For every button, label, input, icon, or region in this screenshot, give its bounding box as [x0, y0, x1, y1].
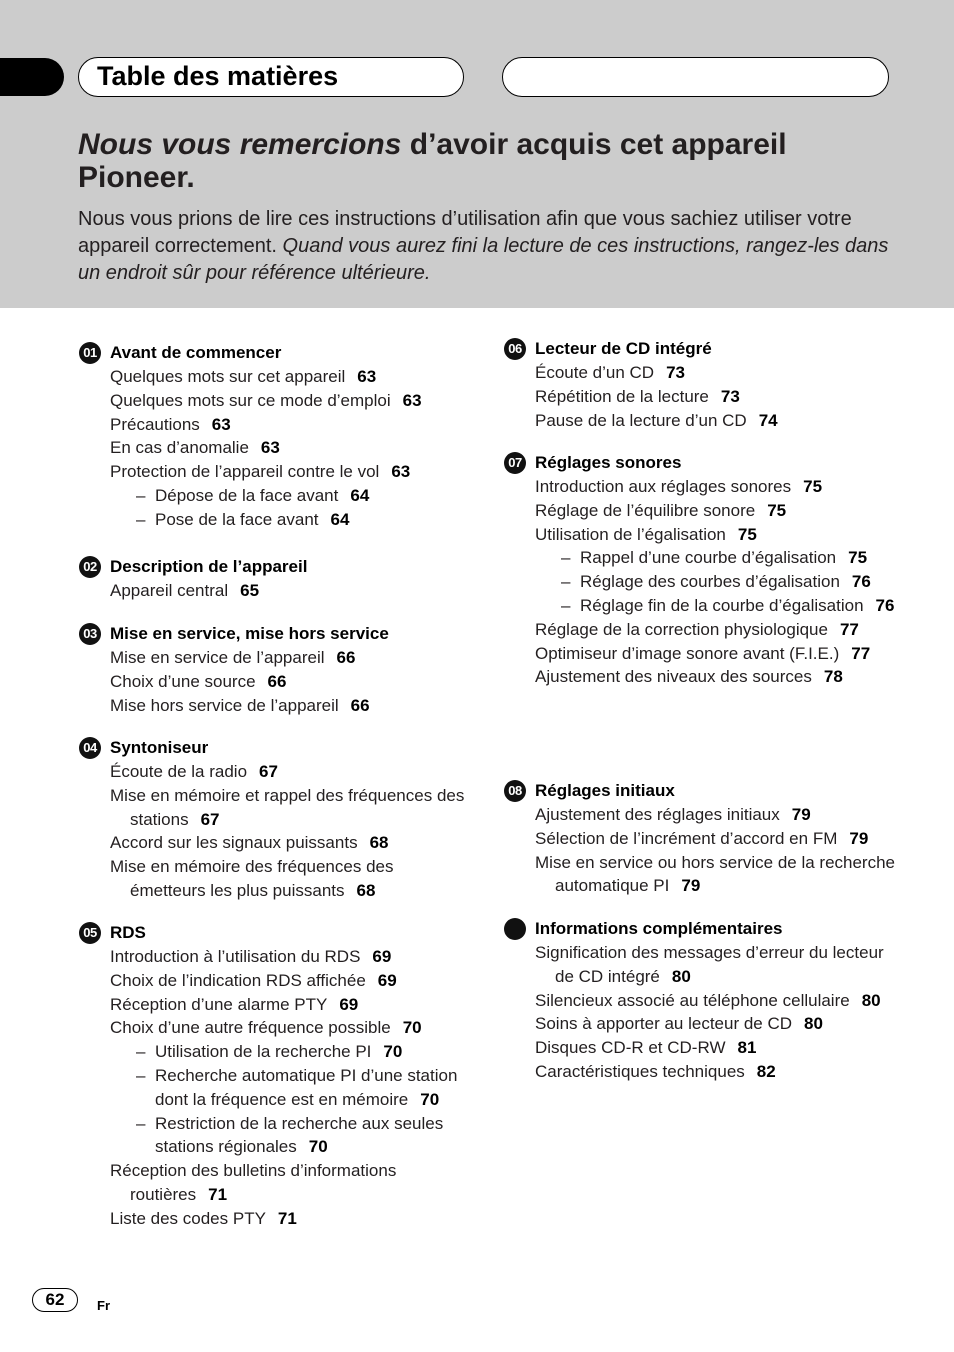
toc-entry-text: Répétition de la lecture	[535, 386, 709, 406]
toc-entry-list	[504, 361, 904, 432]
toc-entry[interactable]	[535, 1036, 904, 1060]
toc-entry-text: Utilisation de la recherche PI	[155, 1042, 372, 1062]
toc-page-number: 74	[758, 410, 778, 430]
toc-section-06	[504, 337, 904, 432]
toc-entry-text: Réglage des courbes d’égalisation	[580, 572, 840, 592]
toc-entry-text: Mise hors service de l’appareil	[110, 695, 339, 715]
toc-entry-text: Choix de l’indication RDS affichée	[110, 970, 366, 990]
section-number-badge: 08	[504, 780, 526, 802]
toc-section-05	[79, 921, 469, 1231]
toc-page-number: 63	[402, 390, 422, 410]
dash-bullet: –	[136, 1042, 146, 1062]
toc-page-number: 79	[681, 876, 701, 896]
toc-entry-text: Signification des messages d’erreur du lecteur de CD intégré	[535, 943, 884, 986]
section-title: Informations complémentaires	[535, 919, 783, 938]
toc-page-number: 70	[402, 1018, 422, 1038]
toc-page-number: 65	[240, 581, 260, 600]
toc-page-number: 70	[383, 1042, 403, 1062]
toc-page-number: 66	[350, 695, 370, 715]
toc-entry[interactable]	[110, 413, 469, 437]
intro-heading	[78, 128, 898, 194]
toc-page-number: 76	[875, 595, 895, 615]
section-title: Syntoniseur	[110, 738, 209, 757]
toc-entry-text: Silencieux associé au téléphone cellulaire	[535, 990, 850, 1010]
toc-page-number: 69	[372, 947, 392, 966]
toc-page-number: 79	[849, 828, 869, 848]
toc-entry[interactable]	[535, 665, 904, 689]
toc-entry-list	[504, 803, 904, 898]
toc-entry-list	[504, 475, 904, 689]
intro-heading-rest: d’avoir acquis cet appareil Pioneer.	[78, 128, 787, 194]
page-number: 62	[32, 1288, 78, 1312]
toc-entry-text: Quelques mots sur cet appareil	[110, 367, 346, 386]
toc-entry-text: Mise en service de l’appareil	[110, 648, 325, 667]
language-label: Fr	[97, 1298, 110, 1313]
toc-entry[interactable]	[535, 1012, 904, 1036]
toc-entry-text: Choix d’une autre fréquence possible	[110, 1018, 391, 1038]
toc-page-number: 70	[420, 1089, 440, 1109]
toc-entry-text: Mise en mémoire et rappel des fréquences des stations	[110, 785, 465, 829]
toc-entry-text: Réception des bulletins d’informations routières	[110, 1161, 397, 1204]
toc-entry-text: Réglage de la correction physiologique	[535, 619, 828, 639]
toc-entry[interactable]	[535, 1060, 904, 1084]
black-tab-decoration	[0, 58, 64, 96]
toc-page-number: 73	[666, 363, 685, 382]
toc-entry-list	[79, 646, 469, 717]
section-number-badge	[504, 918, 526, 940]
toc-page-number: 66	[336, 648, 356, 667]
toc-entry[interactable]	[535, 523, 904, 547]
toc-page-number: 63	[391, 462, 411, 482]
toc-entry[interactable]	[535, 475, 904, 499]
toc-entry-text: Écoute de la radio	[110, 762, 248, 781]
intro-body-normal: Nous vous prions de lire ces instructions d’utilisation afin que vous sachiez utiliser votre appareil correctement.	[78, 208, 852, 257]
toc-entry-text: Réglage de l’équilibre sonore	[535, 500, 756, 520]
toc-subentry[interactable]	[535, 594, 904, 618]
toc-entry[interactable]	[110, 460, 469, 484]
toc-subentry[interactable]	[110, 1064, 469, 1112]
toc-page-number: 75	[848, 548, 868, 568]
toc-page-number: 69	[339, 994, 359, 1014]
toc-entry-text: Choix d’une source	[110, 671, 256, 691]
section-number-badge: 06	[504, 338, 526, 360]
toc-entry-text: Introduction à l’utilisation du RDS	[110, 947, 361, 966]
toc-page-number: 63	[260, 438, 280, 458]
toc-page-number: 68	[356, 880, 376, 900]
toc-page-number: 75	[767, 500, 787, 520]
toc-page-number: 66	[267, 671, 287, 691]
toc-entry[interactable]	[535, 803, 904, 827]
toc-entry-list	[79, 579, 469, 603]
section-title: Mise en service, mise hors service	[110, 624, 389, 643]
toc-page-number: 75	[737, 524, 757, 544]
section-title: RDS	[110, 923, 146, 942]
section-heading	[79, 341, 469, 365]
dash-bullet: –	[136, 485, 146, 505]
section-number-badge: 04	[79, 737, 101, 759]
toc-section-02	[79, 555, 469, 603]
toc-page-number: 80	[671, 966, 691, 986]
toc-entry-text: Ajustement des niveaux des sources	[535, 667, 812, 687]
toc-entry-text: Précautions	[110, 414, 200, 434]
toc-section-04	[79, 736, 469, 903]
toc-page-number: 67	[259, 762, 278, 781]
toc-entry-text: Introduction aux réglages sonores	[535, 477, 792, 496]
section-title: Réglages initiaux	[535, 781, 675, 800]
toc-entry[interactable]	[110, 945, 469, 969]
section-number-badge: 02	[79, 556, 101, 578]
toc-page-number: 64	[350, 485, 370, 505]
dash-bullet: –	[561, 548, 571, 568]
toc-section-07	[504, 451, 904, 689]
page-title: Table des matières	[97, 61, 339, 91]
toc-entry[interactable]	[110, 855, 469, 903]
toc-page-number: 80	[804, 1014, 823, 1034]
toc-entry-text: Quelques mots sur ce mode d’emploi	[110, 390, 391, 410]
section-number-badge: 07	[504, 452, 526, 474]
toc-entry-text: Mise en mémoire des fréquences des émetteurs les plus puissants	[110, 857, 394, 900]
toc-section-08	[504, 779, 904, 898]
toc-entry-text: Restriction de la recherche aux seules stations régionales	[155, 1113, 444, 1157]
toc-entry-text: Disques CD-R et CD-RW	[535, 1038, 726, 1058]
toc-entry[interactable]	[110, 831, 469, 855]
toc-entry-text: Réception d’une alarme PTY	[110, 994, 328, 1014]
section-heading	[504, 917, 904, 941]
toc-entry[interactable]	[110, 670, 469, 694]
toc-page-number: 69	[377, 970, 397, 990]
toc-page-number: 80	[861, 990, 881, 1010]
dash-bullet: –	[561, 572, 571, 592]
section-heading	[79, 555, 469, 579]
toc-entry[interactable]	[110, 436, 469, 460]
toc-page-number: 67	[200, 809, 220, 829]
toc-subentry[interactable]	[535, 546, 904, 570]
toc-page-number: 81	[737, 1038, 757, 1058]
toc-page-number: 63	[357, 367, 377, 386]
toc-entry[interactable]	[535, 851, 904, 899]
toc-section-info	[504, 917, 904, 1084]
toc-entry[interactable]	[110, 694, 469, 718]
toc-page-number: 68	[369, 833, 389, 853]
toc-entry[interactable]	[535, 642, 904, 666]
section-heading	[79, 921, 469, 945]
toc-entry-text: Caractéristiques techniques	[535, 1061, 745, 1081]
toc-entry[interactable]	[535, 827, 904, 851]
toc-page-number: 76	[851, 572, 871, 592]
toc-entry-text: Pose de la face avant	[155, 509, 319, 529]
toc-entry[interactable]	[110, 760, 469, 784]
section-title: Avant de commencer	[110, 343, 282, 362]
toc-entry-text: Recherche automatique PI d’une station dont la fréquence est en mémoire	[155, 1065, 458, 1109]
intro-heading-italic: Nous vous remercions	[78, 128, 402, 161]
toc-page-number: 77	[851, 643, 871, 663]
toc-section-01	[79, 341, 469, 532]
toc-entry-list	[504, 941, 904, 1084]
toc-section-03	[79, 622, 469, 717]
section-number-badge: 01	[79, 342, 101, 364]
toc-entry[interactable]	[535, 499, 904, 523]
toc-subentry[interactable]	[110, 1112, 469, 1160]
section-title: Lecteur de CD intégré	[535, 339, 712, 358]
toc-page-number: 70	[308, 1137, 328, 1157]
toc-entry-text: Utilisation de l’égalisation	[535, 524, 726, 544]
toc-page-number: 75	[803, 477, 823, 496]
toc-subentry[interactable]	[110, 484, 469, 508]
toc-entry-text: Appareil central	[110, 581, 229, 600]
toc-entry-list	[79, 760, 469, 903]
intro-body-italic: Quand vous aurez fini la lecture de ces instructions, rangez-les dans un endroit sûr pour référence ultérieure.	[78, 235, 889, 284]
toc-subentry[interactable]	[535, 570, 904, 594]
toc-entry[interactable]	[110, 365, 469, 389]
toc-entry[interactable]	[535, 361, 904, 385]
toc-entry[interactable]	[535, 409, 904, 433]
toc-page-number: 77	[839, 619, 859, 639]
dash-bullet: –	[136, 1113, 146, 1133]
toc-entry[interactable]	[110, 646, 469, 670]
toc-entry[interactable]	[535, 941, 904, 989]
toc-entry-list	[79, 945, 469, 1231]
toc-page-number: 71	[277, 1208, 297, 1228]
section-title: Description de l’appareil	[110, 557, 308, 576]
toc-page-number: 78	[823, 667, 843, 687]
section-heading	[79, 622, 469, 646]
section-heading	[79, 736, 469, 760]
toc-page-number: 79	[791, 805, 811, 824]
toc-entry-text: Réglage fin de la courbe d’égalisation	[580, 595, 864, 615]
toc-entry[interactable]	[110, 1159, 469, 1207]
toc-entry[interactable]	[535, 618, 904, 642]
toc-entry-text: Optimiseur d’image sonore avant (F.I.E.)	[535, 643, 840, 663]
toc-entry-list	[79, 365, 469, 532]
empty-pill-decoration	[502, 57, 889, 97]
toc-entry-text: Pause de la lecture d’un CD	[535, 410, 747, 430]
section-number-badge: 03	[79, 623, 101, 645]
section-heading	[504, 337, 904, 361]
section-number-badge: 05	[79, 922, 101, 944]
toc-entry-text: Liste des codes PTY	[110, 1208, 266, 1228]
toc-entry-text: Dépose de la face avant	[155, 485, 339, 505]
dash-bullet: –	[136, 509, 146, 529]
toc-entry-text: Sélection de l’incrément d’accord en FM	[535, 828, 838, 848]
section-heading	[504, 779, 904, 803]
toc-page-number: 64	[330, 509, 350, 529]
toc-page-number: 82	[756, 1061, 776, 1081]
section-title: Réglages sonores	[535, 453, 682, 472]
toc-entry[interactable]	[110, 1016, 469, 1040]
toc-entry-text: Protection de l’appareil contre le vol	[110, 462, 380, 482]
toc-entry-text: Soins à apporter au lecteur de CD	[535, 1014, 793, 1034]
toc-entry-text: Accord sur les signaux puissants	[110, 833, 358, 853]
section-heading	[504, 451, 904, 475]
toc-page-number: 71	[208, 1184, 228, 1204]
dash-bullet: –	[136, 1065, 146, 1085]
toc-subentry[interactable]	[110, 508, 469, 532]
toc-page-number: 73	[720, 386, 740, 406]
toc-entry-text: En cas d’anomalie	[110, 438, 249, 458]
title-pill	[78, 57, 464, 97]
toc-entry[interactable]	[110, 969, 469, 993]
toc-entry[interactable]	[110, 389, 469, 413]
toc-entry-text: Mise en service ou hors service de la recherche automatique PI	[535, 852, 895, 896]
toc-entry[interactable]	[110, 1207, 469, 1231]
toc-entry[interactable]	[110, 784, 469, 832]
toc-entry-text: Ajustement des réglages initiaux	[535, 805, 780, 824]
toc-page-number: 63	[211, 414, 231, 434]
toc-entry[interactable]	[110, 993, 469, 1017]
toc-entry[interactable]	[535, 385, 904, 409]
toc-entry-text: Écoute d’un CD	[535, 363, 655, 382]
toc-entry-text: Rappel d’une courbe d’égalisation	[580, 548, 837, 568]
toc-subentry[interactable]	[110, 1040, 469, 1064]
dash-bullet: –	[561, 595, 571, 615]
intro-body	[78, 206, 898, 287]
toc-entry[interactable]	[110, 579, 469, 603]
toc-entry[interactable]	[535, 989, 904, 1013]
